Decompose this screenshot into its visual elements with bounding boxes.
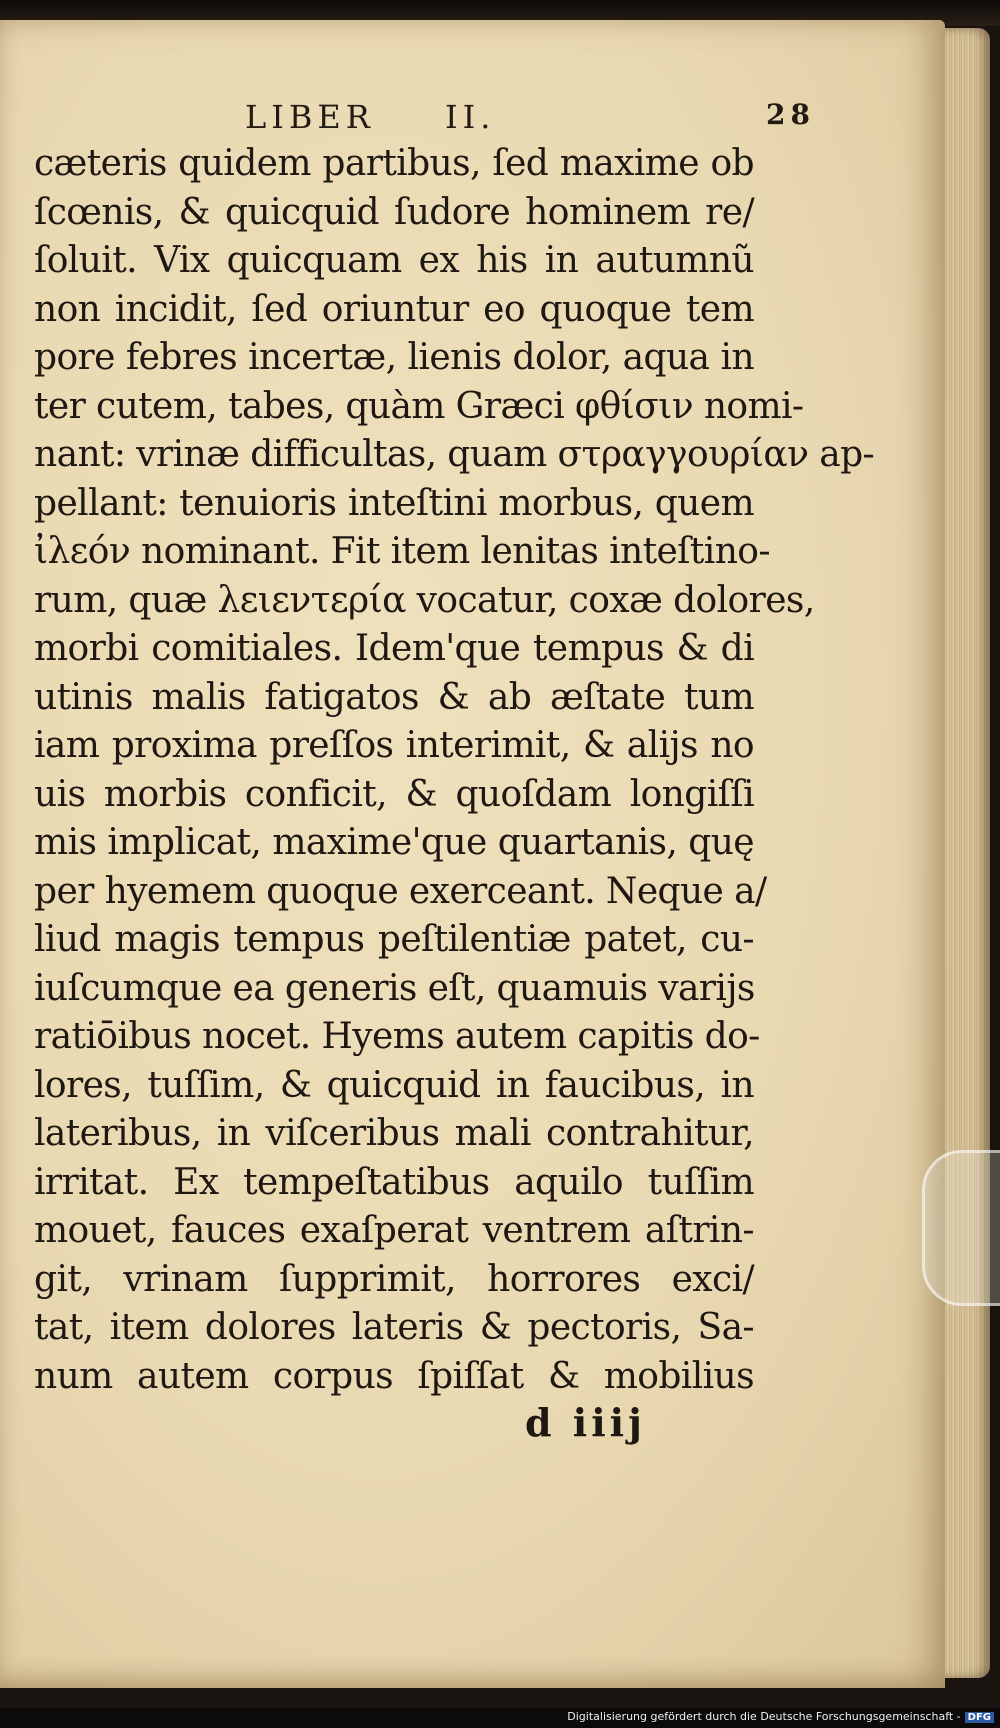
text-line: per hyemem quoque exerceant. Neque a/: [34, 870, 767, 912]
signature-mark: d iiij: [525, 1400, 646, 1445]
text-line: num autem corpus ſpiſſat & mobilius: [34, 1355, 754, 1397]
text-line: tat, item dolores lateris & pectoris, Sa-: [34, 1307, 754, 1348]
text-line: pellant: tenuioris inteſtini morbus, quem: [34, 482, 754, 524]
text-line: utinis malis fatigatos & ab æſtate tum: [34, 676, 754, 718]
text-line: iam proxima preſſos interimit, & alijs no: [34, 725, 754, 766]
page-clip: [922, 1150, 1000, 1306]
credit-text: Digitalisierung gefördert durch die Deutsche Forschungsgemeinschaft -: [567, 1710, 961, 1723]
text-line: lores, tuſſim, & quicquid in faucibus, in: [34, 1064, 754, 1106]
text-line: iuſcumque ea generis eſt, quamuis varijs: [34, 967, 755, 1009]
text-line: git, vrinam ſupprimit, horrores exci/: [34, 1258, 754, 1300]
text-line: mis implicat, maxime'que quartanis, quę: [34, 822, 754, 863]
running-head-book-number: II.: [445, 98, 496, 136]
text-line: ter cutem, tabes, quàm Græci φθίσιν nomi-: [34, 385, 804, 427]
dfg-logo: DFG: [965, 1712, 994, 1723]
text-line: ratiōibus nocet. Hyems autem capitis do-: [34, 1016, 760, 1057]
text-line: cæteris quidem partibus, ſed maxime ob: [34, 143, 754, 184]
text-line: liud magis tempus peſtilentiæ patet, cu-: [34, 919, 754, 960]
folio-number: 28: [766, 98, 815, 131]
text-line: mouet, fauces exaſperat ventrem aſtrin-: [34, 1210, 754, 1251]
text-line: rum, quæ λειεντερία vocatur, coxæ dolores,: [34, 579, 815, 621]
bleed-through-marginalia: [855, 288, 863, 332]
text-line: ſoluit. Vix quicquam ex his in autumnũ: [34, 240, 754, 281]
text-line: morbi comitiales. Idem'que tempus & di: [34, 628, 754, 669]
digitization-credit: [567, 1710, 994, 1723]
text-line: ſcœnis, & quicquid ſudore hominem re/: [34, 191, 754, 233]
text-line: irritat. Ex tempeſtatibus aquilo tuſſim: [34, 1161, 754, 1203]
text-line: uis morbis conficit, & quoſdam longiſſi: [34, 773, 754, 815]
text-line: nant: vrinæ difficultas, quam στραγγουρίαν ap-: [34, 434, 875, 475]
running-head-title: LIBER: [245, 98, 375, 136]
text-line: lateribus, in viſceribus mali contrahitur,: [34, 1113, 754, 1154]
text-line: ἰλεόν nominant. Fit item lenitas inteſtino-: [34, 531, 770, 572]
page-edges: [940, 28, 990, 1678]
text-line: pore febres incertæ, lienis dolor, aqua in: [34, 337, 754, 378]
running-head: [245, 98, 815, 138]
body-text: [34, 140, 875, 1401]
text-line: non incidit, ſed oriuntur eo quoque tem: [34, 288, 754, 330]
